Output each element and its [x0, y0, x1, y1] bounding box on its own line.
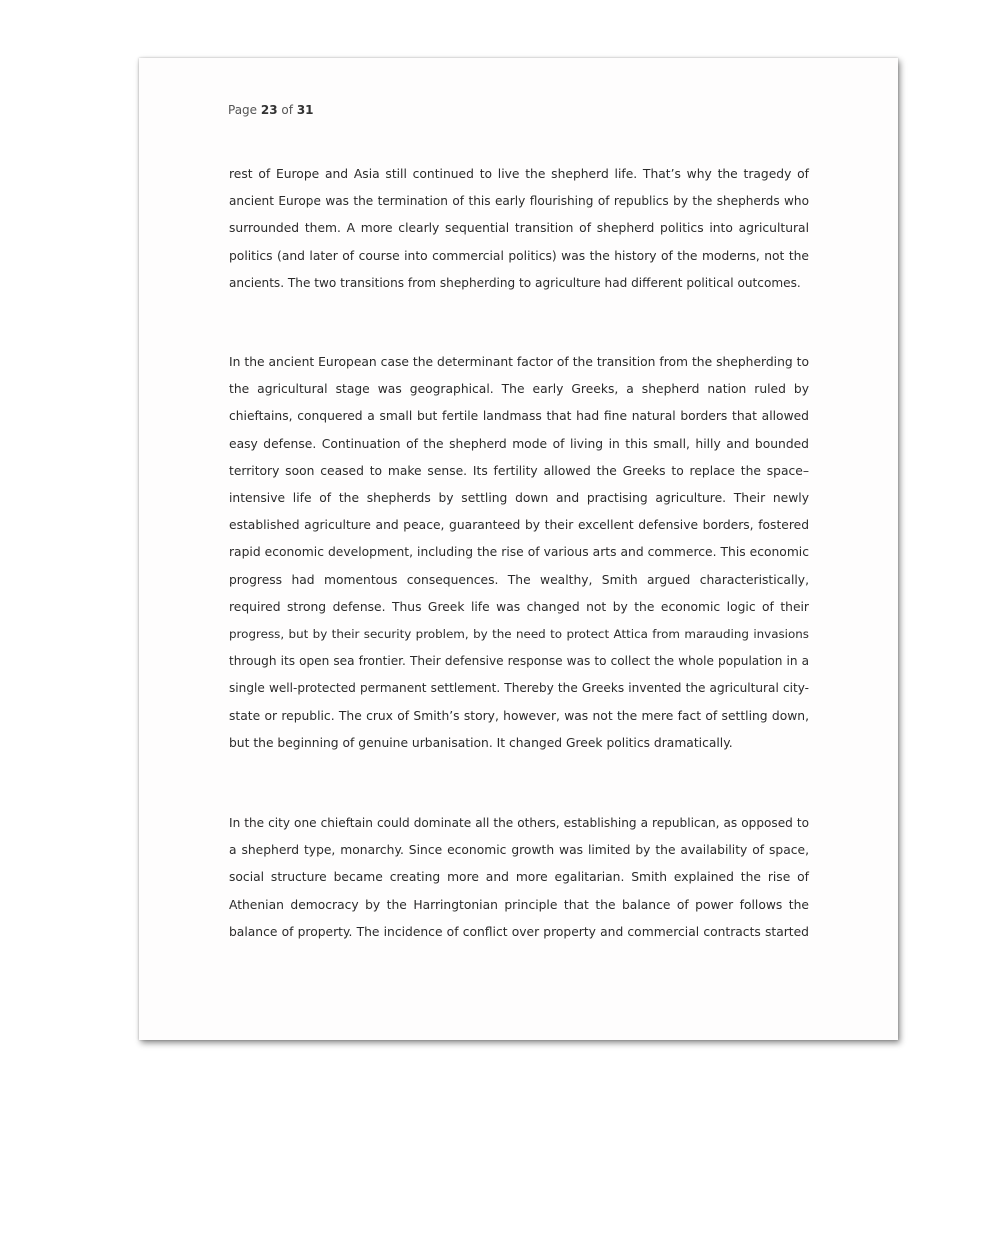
text-line: chieftains, conquered a small but fertile landmass that had fine natural borders that allowed [229, 409, 809, 424]
text-line: required strong defense. Thus Greek life was changed not by the economic logic of their [229, 599, 809, 614]
text-line: intensive life of the shepherds by settling down and practising agriculture. Their newly [229, 491, 809, 506]
paragraph-1 [229, 161, 809, 297]
text-line: surrounded them. A more clearly sequential transition of shepherd politics into agricultural [229, 221, 809, 236]
text-line: rest of Europe and Asia still continued to live the shepherd life. That’s why the tragedy of [229, 167, 809, 181]
total-pages: 31 [296, 103, 314, 117]
of-label: of [281, 103, 293, 117]
text-line: ancients. The two transitions from shepherding to agriculture had different political outcomes. [229, 275, 801, 290]
text-line: In the city one chieftain could dominate all the others, establishing a republican, as opposed to [229, 816, 809, 830]
text-line: state or republic. The crux of Smith’s story, however, was not the mere fact of settling down, [229, 708, 809, 723]
text-line: established agriculture and peace, guaranteed by their excellent defensive borders, fostered [229, 518, 809, 533]
text-line: politics (and later of course into commercial politics) was the history of the moderns, not the [229, 248, 809, 263]
paragraph-3 [229, 810, 809, 946]
text-line: through its open sea frontier. Their defensive response was to collect the whole population in a [229, 654, 809, 669]
document-page [139, 58, 898, 1040]
paragraph-2 [229, 349, 809, 757]
page-prefix: Page [228, 103, 258, 117]
text-line: rapid economic development, including the rise of various arts and commerce. This economic [229, 545, 809, 560]
text-line: In the ancient European case the determinant factor of the transition from the shepherding to [229, 355, 809, 369]
text-line: but the beginning of genuine urbanisation. It changed Greek politics dramatically. [229, 735, 733, 750]
text-line: social structure became creating more and more egalitarian. Smith explained the rise of [229, 870, 809, 885]
text-line: a shepherd type, monarchy. Since economic growth was limited by the availability of space, [229, 843, 809, 858]
text-line: the agricultural stage was geographical. The early Greeks, a shepherd nation ruled by [229, 382, 809, 397]
page-number [228, 103, 314, 117]
text-line: single well-protected permanent settlement. Thereby the Greeks invented the agricultural city- [229, 681, 809, 696]
text-line: Athenian democracy by the Harringtonian principle that the balance of power follows the [229, 897, 809, 912]
text-line: progress, but by their security problem, by the need to protect Attica from marauding invasions [229, 627, 809, 642]
current-page: 23 [260, 103, 278, 117]
text-line: balance of property. The incidence of conflict over property and commercial contracts started [229, 924, 809, 939]
text-line: easy defense. Continuation of the shepherd mode of living in this small, hilly and bounded [229, 436, 809, 451]
text-line: ancient Europe was the termination of this early flourishing of republics by the shepherds who [229, 194, 809, 209]
text-line: progress had momentous consequences. The wealthy, Smith argued characteristically, [229, 572, 809, 587]
text-line: territory soon ceased to make sense. Its fertility allowed the Greeks to replace the space– [229, 463, 809, 478]
